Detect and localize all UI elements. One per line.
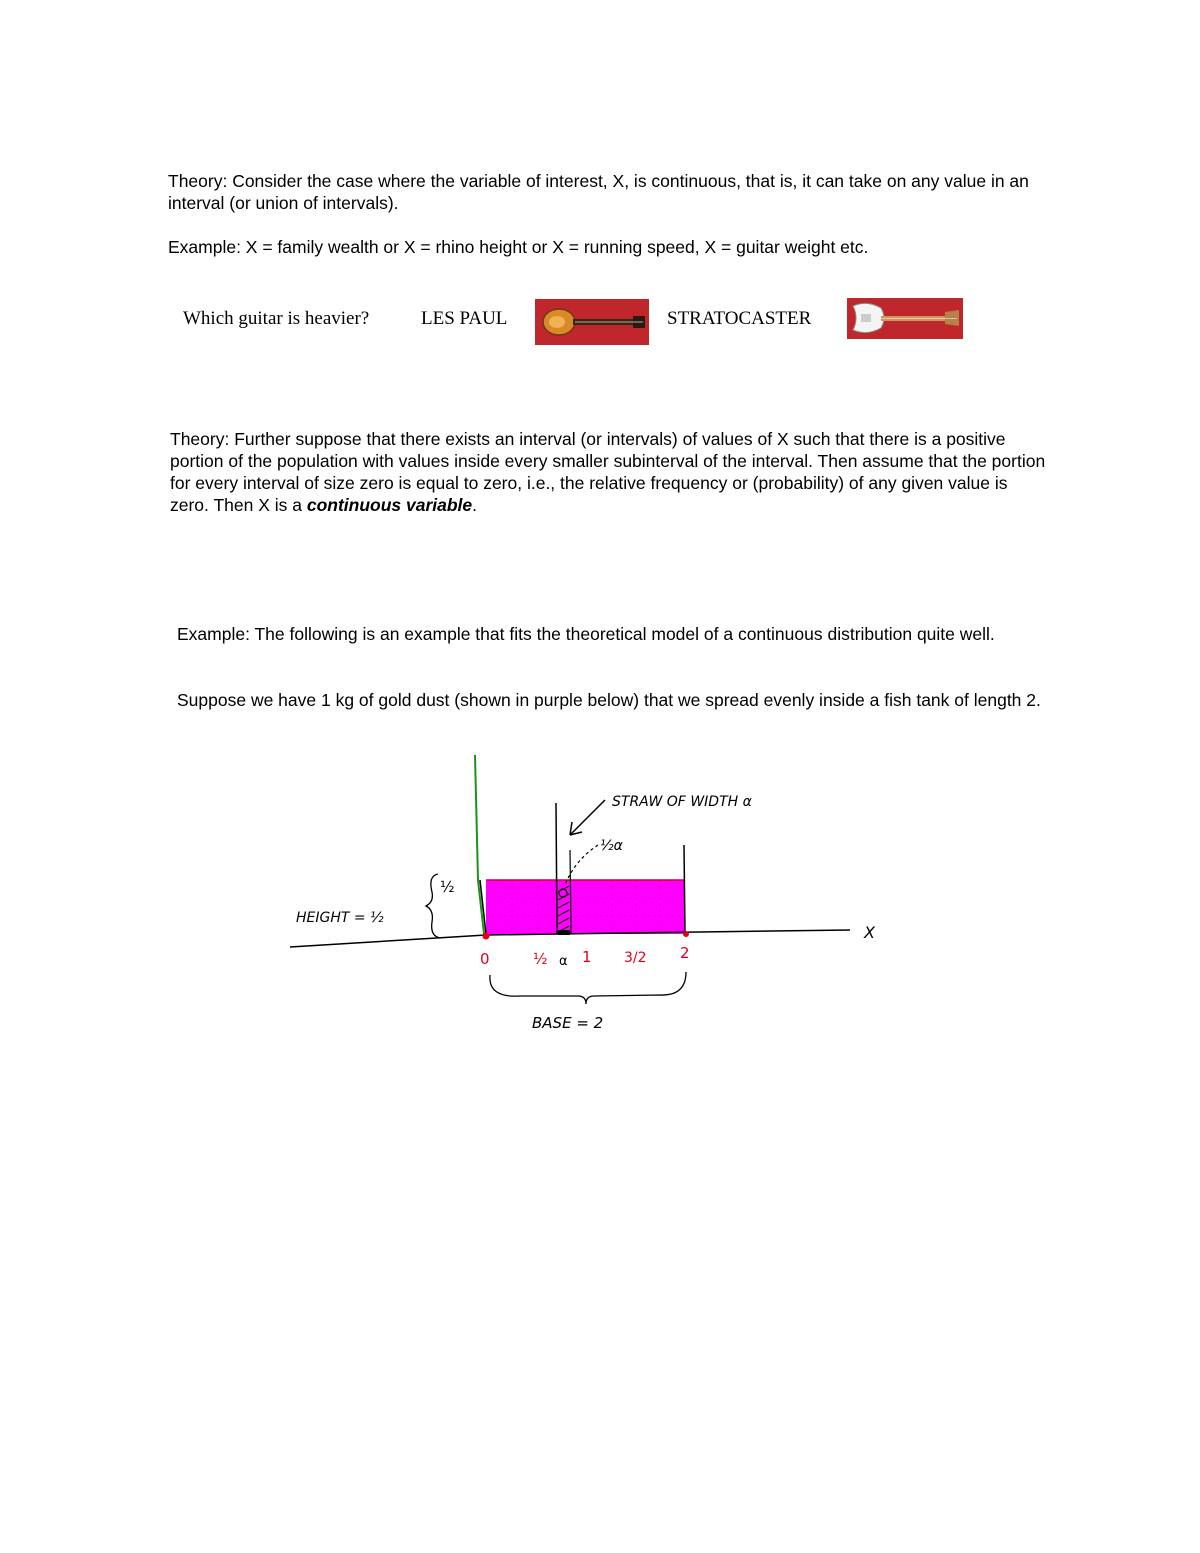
half-alpha-label: ½α — [600, 838, 623, 854]
theory-2-text: Theory: Further suppose that there exists an interval (or intervals) of values of X such that there is a positive portion of the population with values inside every smaller subinterval of the interval. Then assume that the portion for every interval of size zero is equal to zero, i.e., the relative frequency or (probability) of any given value is zero. Then X is a — [170, 429, 1046, 515]
tick-half: ½ — [533, 950, 548, 968]
strip-left-line — [556, 803, 557, 934]
les-paul-label: LES PAUL — [421, 308, 508, 329]
half-label: ½ — [440, 878, 455, 896]
base-brace — [490, 972, 686, 1004]
tick-0: 0 — [480, 950, 490, 968]
height-brace — [426, 874, 440, 938]
height-label: HEIGHT = ½ — [296, 910, 384, 926]
tick-3half: 3/2 — [624, 950, 647, 966]
tick-1: 1 — [582, 948, 592, 966]
continuous-variable-term: continuous variable — [306, 495, 473, 515]
example-paragraph-2: Example: The following is an example that fits the theoretical model of a continuous distribution quite well. — [177, 624, 995, 644]
theory-2-end: . — [472, 495, 478, 515]
strip-arrow — [570, 800, 605, 835]
example-paragraph-3: Suppose we have 1 kg of gold dust (shown in purple below) that we spread evenly inside a fish tank of length 2. — [177, 690, 1041, 710]
tick-2: 2 — [680, 944, 690, 962]
strip-label: STRAW OF WIDTH α — [612, 794, 752, 810]
x-axis-label: X — [864, 923, 875, 942]
theory-paragraph-1: Theory: Consider the case where the variable of interest, X, is continuous, that is, it can take on any value in an interval (or union of intervals). — [168, 171, 1029, 213]
example-paragraph-1: Example: X = family wealth or X = rhino height or X = running speed, X = guitar weight etc. — [168, 237, 869, 257]
gold-dust-region — [486, 880, 684, 934]
stratocaster-label: STRATOCASTER — [667, 308, 812, 329]
base-label: BASE = 2 — [532, 1014, 604, 1032]
tick-alpha: α — [559, 954, 568, 969]
guitar-question: Which guitar is heavier? — [183, 308, 370, 329]
tank-right-wall — [684, 845, 685, 934]
